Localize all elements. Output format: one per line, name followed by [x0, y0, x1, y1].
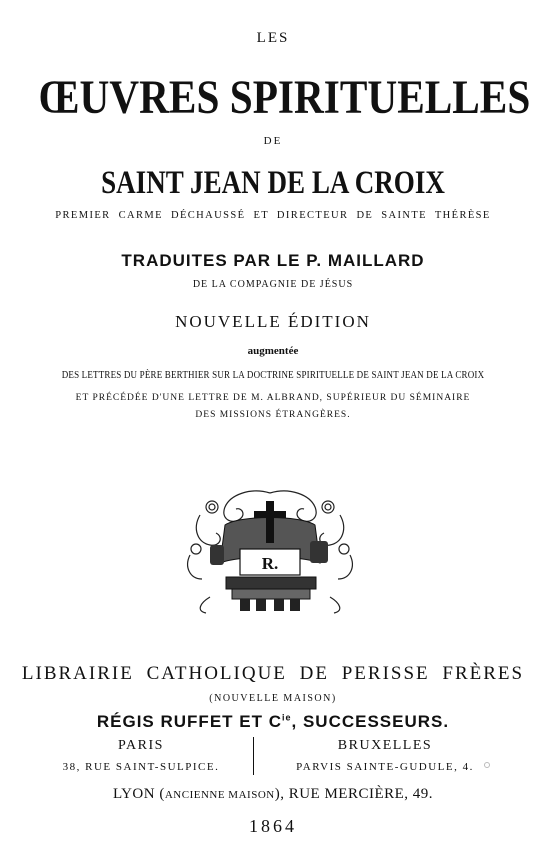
edition-preceded: ET PRÉCÉDÉE D'UNE LETTRE DE M. ALBRAND, SUPÉRIEUR DU SÉMINAIRE: [75, 393, 471, 403]
successors-sup: ie: [282, 712, 292, 723]
publisher-successors: [0, 712, 546, 732]
author-name: SAINT JEAN DE LA CROIX: [101, 165, 445, 201]
successors-tail: , SUCCESSEURS.: [291, 712, 450, 731]
successors-main: RÉGIS RUFFET ET C: [96, 712, 282, 731]
bruxelles-address: PARVIS SAINTE-GUDULE, 4.: [296, 761, 474, 773]
lyon-ancienne: ANCIENNE MAISON: [164, 789, 275, 801]
vignette-monogram: R.: [261, 554, 279, 573]
lyon-prefix: LYON (: [112, 786, 165, 802]
edition-label: NOUVELLE ÉDITION: [175, 312, 371, 331]
lyon-suffix: ), RUE MERCIÈRE, 49.: [274, 786, 434, 802]
publisher-house: (NOUVELLE MAISON): [209, 693, 337, 704]
bruxelles-city: BRUXELLES: [337, 738, 433, 753]
edition-letters: DES LETTRES DU PÈRE BERTHIER SUR LA DOCTRINE SPIRITUELLE DE SAINT JEAN DE LA CROIX: [61, 370, 485, 381]
translator-society: DE LA COMPAGNIE DE JÉSUS: [192, 279, 354, 290]
edition-augmented: augmentée: [247, 345, 299, 357]
paris-address: 38, RUE SAINT-SULPICE.: [62, 761, 220, 773]
book-title: ŒUVRES SPIRITUELLES: [38, 71, 531, 124]
edition-missions: DES MISSIONS ÉTRANGÈRES.: [195, 410, 351, 420]
publisher-vignette-icon: [170, 485, 370, 617]
location-divider: [253, 737, 254, 775]
title-les: LES: [256, 30, 290, 46]
lyon-address: [0, 786, 546, 803]
paris-city: PARIS: [118, 738, 164, 753]
publication-year: 1864: [249, 816, 297, 836]
publisher-name: LIBRAIRIE CATHOLIQUE DE PERISSE FRÈRES: [21, 663, 525, 684]
author-description: PREMIER CARME DÉCHAUSSÉ ET DIRECTEUR DE SAINTE THÉRÈSE: [55, 210, 491, 221]
translator-line: TRADUITES PAR LE P. MAILLARD: [121, 251, 425, 270]
margin-mark: [484, 762, 490, 768]
title-de: DE: [263, 135, 283, 147]
